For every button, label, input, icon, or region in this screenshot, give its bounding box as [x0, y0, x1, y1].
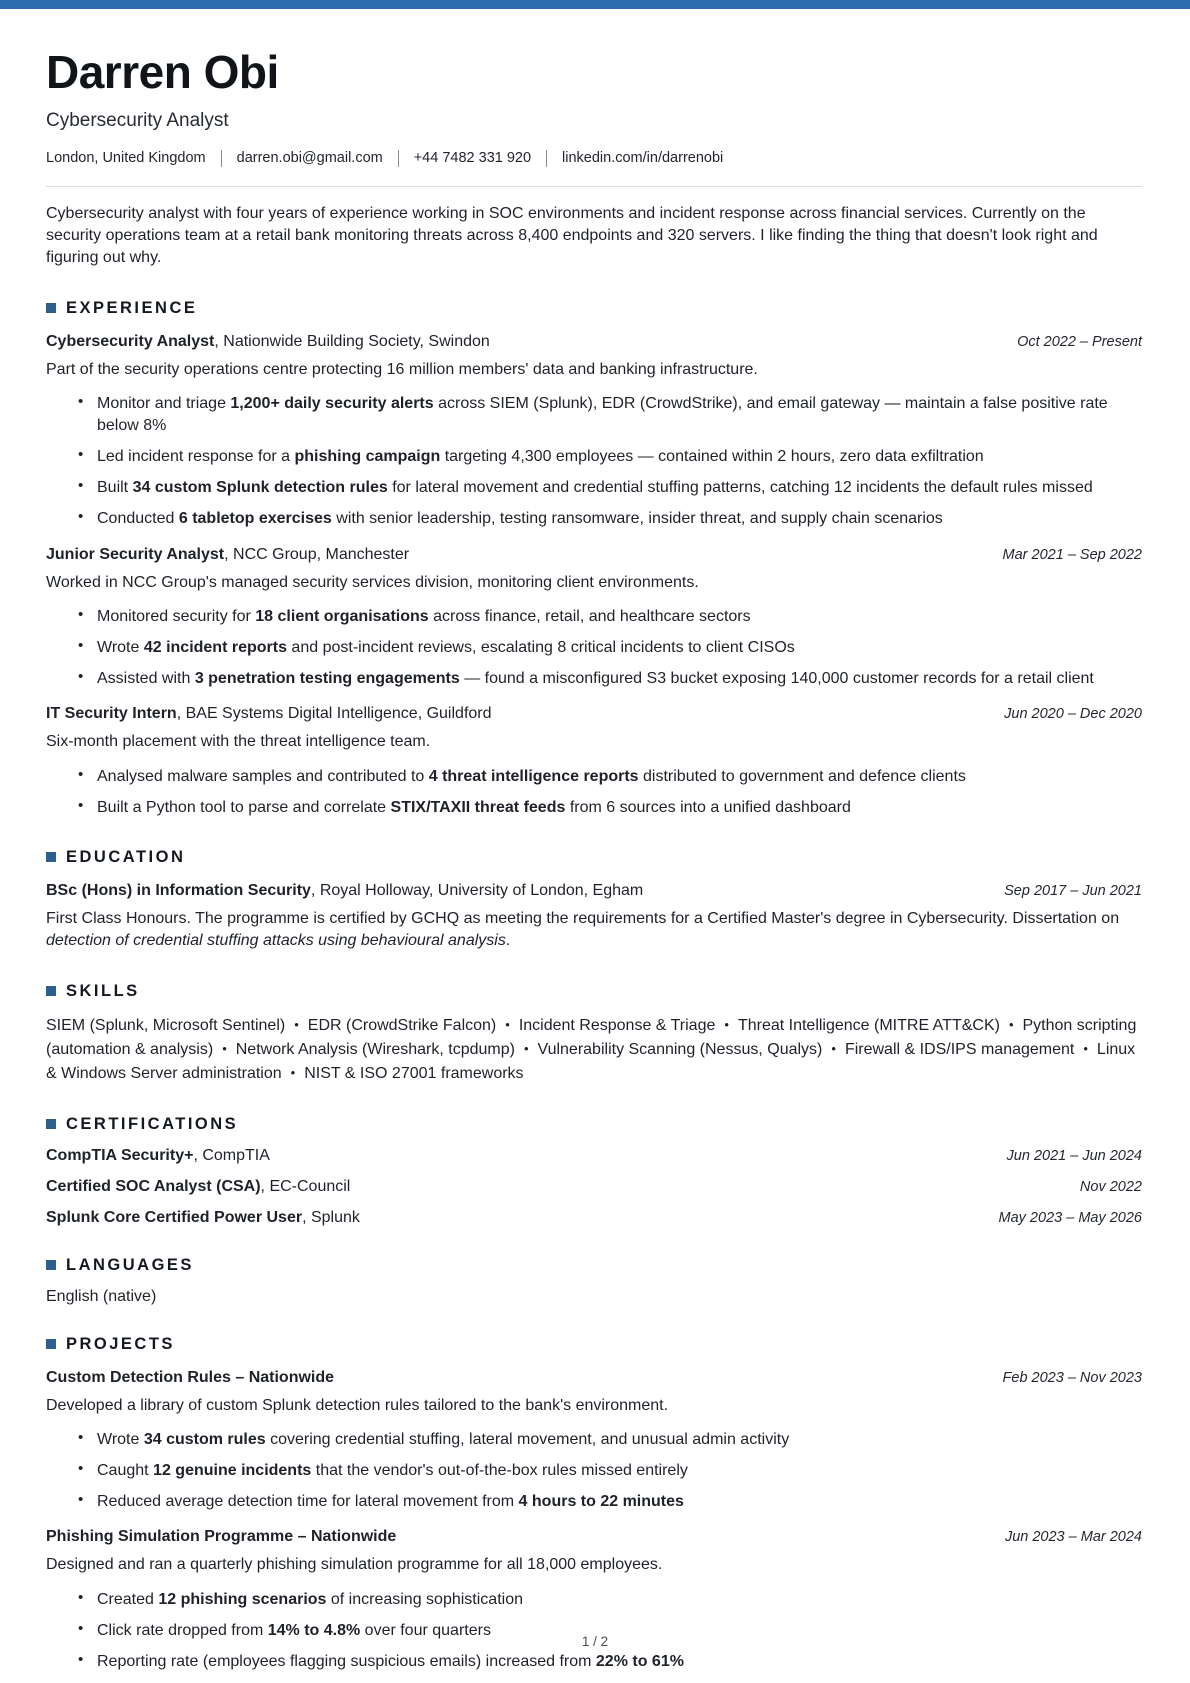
entry-header — [46, 333, 1142, 351]
text-segment: covering credential stuffing, lateral movement, and unusual admin activity — [265, 1430, 790, 1448]
text-segment: 4 hours to 22 minutes — [518, 1493, 684, 1511]
text-segment: distributed to government and defence clients — [638, 767, 966, 785]
text-segment: phishing campaign — [294, 448, 441, 466]
entry — [46, 705, 1142, 819]
section-marker-icon — [46, 1119, 56, 1129]
contact-separator — [546, 150, 547, 167]
bullet-item — [76, 1429, 1142, 1451]
text-segment: — found a misconfigured S3 bucket exposing 140,000 customer records for a retail client — [459, 670, 1094, 688]
text-segment: and post-incident reviews, escalating 8 critical incidents to client CISOs — [286, 639, 795, 657]
text-segment: Wrote — [97, 639, 144, 657]
sections-container — [46, 299, 1142, 1673]
text-segment: over four quarters — [360, 1621, 491, 1639]
section-experience — [46, 299, 1142, 819]
section-heading-label: SKILLS — [66, 981, 140, 1000]
bullet-item — [76, 1651, 1142, 1673]
bullet-item — [76, 797, 1142, 819]
text-segment: IT Security Intern — [46, 705, 177, 723]
contact-item: darren.obi@gmail.com — [236, 150, 383, 167]
entry-subtitle — [46, 572, 1142, 594]
text-segment: from 6 sources into a unified dashboard — [565, 798, 851, 816]
section-marker-icon — [46, 986, 56, 996]
entry-subtitle — [46, 359, 1142, 381]
skill-separator: • — [294, 1016, 299, 1032]
summary-paragraph: Cybersecurity analyst with four years of experience working in SOC environments and incident response across financial services. Currently on the security operations team at a retail bank monitoring threats across 8,400 endpoints and 320 servers. I like finding the thing that doesn't look right and figuring out why. — [46, 204, 1098, 267]
text-segment: Cybersecurity Analyst — [46, 332, 215, 350]
entry-header — [46, 1178, 1142, 1196]
bullet-item — [76, 508, 1142, 530]
text-segment: Splunk Core Certified Power User — [46, 1208, 303, 1226]
bullet-item — [76, 1589, 1142, 1611]
entry-subtitle — [46, 731, 1142, 753]
entry-bullet-list — [46, 1589, 1142, 1673]
entry-date: Sep 2017 – Jun 2021 — [1004, 882, 1142, 899]
text-segment: 34 custom Splunk detection rules — [132, 479, 388, 497]
text-segment: , Royal Holloway, University of London, Egham — [310, 881, 644, 899]
section-heading-label: LANGUAGES — [66, 1255, 194, 1274]
page-number: 1 / 2 — [581, 1634, 609, 1649]
skill-item: Python scripting (automation & analysis) — [46, 1016, 1137, 1058]
text-segment: Led incident response for a — [97, 448, 295, 466]
section-certifications — [46, 1115, 1142, 1227]
text-segment: STIX/TAXII threat feeds — [390, 798, 566, 816]
text-segment: 6 tabletop exercises — [178, 510, 332, 528]
skill-item: Network Analysis (Wireshark, tcpdump) — [235, 1040, 515, 1058]
entry-title — [46, 1209, 360, 1227]
entry-title — [46, 882, 643, 900]
text-segment: , NCC Group, Manchester — [224, 545, 410, 563]
text-segment: Phishing Simulation Programme – Nationwide — [46, 1528, 397, 1546]
skill-separator: • — [1083, 1040, 1088, 1056]
text-segment: First Class Honours. The programme is certified by GCHQ as meeting the requirements for a Certified Master's degree in Cybersecurity. Dissertation on — [46, 909, 1120, 927]
entry-date: Nov 2022 — [1079, 1178, 1142, 1195]
entry-bullet-list — [46, 393, 1142, 530]
entry-date: Oct 2022 – Present — [1017, 333, 1142, 350]
entry-title — [46, 1369, 334, 1387]
resume-page — [0, 9, 1190, 1673]
entry — [46, 1369, 1142, 1514]
entry — [46, 1147, 1142, 1165]
bullet-item — [76, 477, 1142, 499]
contact-item: +44 7482 331 920 — [413, 150, 532, 167]
contact-row — [46, 150, 1142, 167]
person-job-title: Cybersecurity Analyst — [46, 109, 229, 131]
text-segment: 3 penetration testing engagements — [194, 670, 460, 688]
skill-separator: • — [523, 1040, 529, 1056]
entry-bullet-list — [46, 766, 1142, 819]
page-accent-bar — [0, 0, 1190, 9]
text-segment: Conducted — [97, 510, 179, 528]
skill-item: Firewall & IDS/IPS management — [844, 1040, 1075, 1058]
bullet-item — [76, 393, 1142, 437]
bullet-item — [76, 446, 1142, 468]
section-heading-certifications — [46, 1115, 1142, 1134]
text-segment: for lateral movement and credential stuffing patterns, catching 12 incidents the default rules missed — [387, 479, 1093, 497]
entry-date: Mar 2021 – Sep 2022 — [1002, 546, 1142, 563]
text-segment: 34 custom rules — [143, 1430, 266, 1448]
text-segment: , Nationwide Building Society, Swindon — [214, 332, 490, 350]
text-segment: 18 client organisations — [255, 607, 429, 625]
text-segment: Caught — [97, 1461, 154, 1479]
entry-title — [46, 333, 490, 351]
entry — [46, 1209, 1142, 1227]
text-segment: CompTIA Security+ — [46, 1146, 194, 1164]
skill-separator: • — [1008, 1016, 1014, 1032]
entry — [46, 333, 1142, 531]
entry-title — [46, 546, 409, 564]
section-heading-education — [46, 848, 1142, 867]
bullet-item — [76, 1491, 1142, 1513]
entry-title — [46, 705, 492, 723]
text-segment: Developed a library of custom Splunk detection rules tailored to the bank's environment. — [46, 1396, 669, 1414]
section-heading-label: PROJECTS — [66, 1334, 175, 1353]
section-heading-projects — [46, 1335, 1142, 1354]
text-segment: across SIEM (Splunk), EDR (CrowdStrike), and email gateway — maintain a false positive rate below 8% — [97, 395, 1108, 435]
bullet-item — [76, 668, 1142, 690]
section-heading-label: CERTIFICATIONS — [66, 1114, 239, 1133]
text-segment: detection of credential stuffing attacks using behavioural analysis — [46, 932, 506, 950]
text-segment: 1,200+ daily security alerts — [230, 395, 434, 413]
text-segment: across finance, retail, and healthcare sectors — [428, 607, 751, 625]
text-segment: , Splunk — [302, 1208, 360, 1226]
entry — [46, 546, 1142, 691]
text-segment: of increasing sophistication — [326, 1590, 523, 1608]
entry-header — [46, 1528, 1142, 1546]
text-segment: 14% to 4.8% — [267, 1621, 361, 1639]
text-segment: Monitor and triage — [97, 395, 231, 413]
skill-separator: • — [222, 1040, 227, 1056]
section-marker-icon — [46, 1260, 56, 1270]
entry-date: May 2023 – May 2026 — [998, 1209, 1142, 1226]
section-heading-label: EDUCATION — [66, 847, 186, 866]
entry-title — [46, 1528, 396, 1546]
entry-header — [46, 1147, 1142, 1165]
section-marker-icon — [46, 1339, 56, 1349]
text-segment: Wrote — [97, 1430, 144, 1448]
skill-separator: • — [505, 1016, 510, 1032]
text-segment: that the vendor's out-of-the-box rules missed entirely — [311, 1461, 688, 1479]
section-marker-icon — [46, 852, 56, 862]
contact-separator — [221, 150, 222, 167]
entry — [46, 882, 1142, 953]
contact-item: London, United Kingdom — [46, 150, 206, 167]
section-heading-label: EXPERIENCE — [66, 298, 198, 317]
entry-header — [46, 1369, 1142, 1387]
skill-separator: • — [724, 1016, 729, 1032]
entry-header — [46, 546, 1142, 564]
section-skills — [46, 982, 1142, 1086]
bullet-item — [76, 637, 1142, 659]
text-segment: Designed and ran a quarterly phishing simulation programme for all 18,000 employees. — [46, 1556, 663, 1574]
text-segment: 12 phishing scenarios — [158, 1590, 327, 1608]
text-segment: with senior leadership, testing ransomware, insider threat, and supply chain scenarios — [331, 510, 943, 528]
entry-date: Jun 2020 – Dec 2020 — [1004, 706, 1142, 723]
skill-separator: • — [290, 1064, 296, 1080]
skill-item: Vulnerability Scanning (Nessus, Qualys) — [537, 1040, 823, 1058]
entry-date: Jun 2021 – Jun 2024 — [1006, 1147, 1142, 1164]
entry-title — [46, 1147, 270, 1165]
text-segment: 42 incident reports — [143, 639, 287, 657]
text-segment: Six-month placement with the threat intelligence team. — [46, 733, 431, 751]
header-divider — [46, 186, 1142, 187]
text-segment: Custom Detection Rules – Nationwide — [46, 1368, 335, 1386]
skill-item: Incident Response & Triage — [518, 1016, 716, 1034]
contact-separator — [398, 150, 399, 167]
entry-title — [46, 1178, 350, 1196]
text-segment: Junior Security Analyst — [46, 545, 225, 563]
bullet-item — [76, 606, 1142, 628]
text-segment: Assisted with — [97, 670, 195, 688]
text-segment: Click rate dropped from — [97, 1621, 268, 1639]
section-projects — [46, 1335, 1142, 1673]
text-segment: . — [505, 932, 511, 950]
entry-subtitle — [46, 1395, 1142, 1417]
entry-header — [46, 705, 1142, 723]
skill-separator: • — [831, 1040, 836, 1056]
skills-paragraph — [46, 1014, 1142, 1086]
section-heading-languages — [46, 1256, 1142, 1275]
skill-item: Linux & Windows Server administration — [46, 1040, 1136, 1082]
text-segment: targeting 4,300 employees — contained within 2 hours, zero data exfiltration — [440, 448, 984, 466]
entry-header — [46, 882, 1142, 900]
entry-bullet-list — [46, 1429, 1142, 1513]
entry-date: Feb 2023 – Nov 2023 — [1002, 1369, 1142, 1386]
entry-subtitle — [46, 1554, 1142, 1576]
bullet-item — [76, 766, 1142, 788]
text-segment: BSc (Hons) in Information Security — [46, 881, 311, 899]
entry — [46, 1528, 1142, 1673]
person-name: Darren Obi — [46, 46, 279, 98]
text-segment: Built a Python tool to parse and correlate — [97, 798, 391, 816]
contact-item: linkedin.com/in/darrenobi — [562, 150, 724, 167]
text-segment: Certified SOC Analyst (CSA) — [46, 1177, 261, 1195]
section-education — [46, 848, 1142, 953]
text-segment: Monitored security for — [97, 607, 256, 625]
text-segment: , CompTIA — [193, 1146, 270, 1164]
text-segment: Created — [97, 1590, 159, 1608]
text-segment: 22% to 61% — [595, 1652, 684, 1670]
entry-header — [46, 1209, 1142, 1227]
section-heading-skills — [46, 982, 1142, 1001]
text-segment: Built — [97, 479, 133, 497]
text-segment: Reduced average detection time for lateral movement from — [97, 1493, 519, 1511]
text-segment: 4 threat intelligence reports — [428, 767, 639, 785]
bullet-item — [76, 1460, 1142, 1482]
skill-item: EDR (CrowdStrike Falcon) — [307, 1016, 497, 1034]
skill-item: NIST & ISO 27001 frameworks — [304, 1064, 524, 1082]
languages-text: English (native) — [46, 1287, 157, 1305]
text-segment: , BAE Systems Digital Intelligence, Guildford — [176, 705, 492, 723]
entry-date: Jun 2023 – Mar 2024 — [1004, 1529, 1142, 1546]
entry — [46, 1178, 1142, 1196]
text-segment: Part of the security operations centre protecting 16 million members' data and banking infrastructure. — [46, 360, 758, 378]
text-segment: Analysed malware samples and contributed to — [97, 767, 429, 785]
text-segment: 12 genuine incidents — [153, 1461, 312, 1479]
text-segment: , EC-Council — [260, 1177, 351, 1195]
entry-subtitle — [46, 908, 1142, 953]
text-segment: Reporting rate (employees flagging suspicious emails) increased from — [97, 1652, 596, 1670]
entry-bullet-list — [46, 606, 1142, 690]
text-segment: Worked in NCC Group's managed security services division, monitoring client environments. — [46, 573, 699, 591]
section-heading-experience — [46, 299, 1142, 318]
section-languages — [46, 1256, 1142, 1306]
skill-item: Threat Intelligence (MITRE ATT&CK) — [737, 1016, 1000, 1034]
section-marker-icon — [46, 303, 56, 313]
skill-item: SIEM (Splunk, Microsoft Sentinel) — [46, 1016, 286, 1034]
